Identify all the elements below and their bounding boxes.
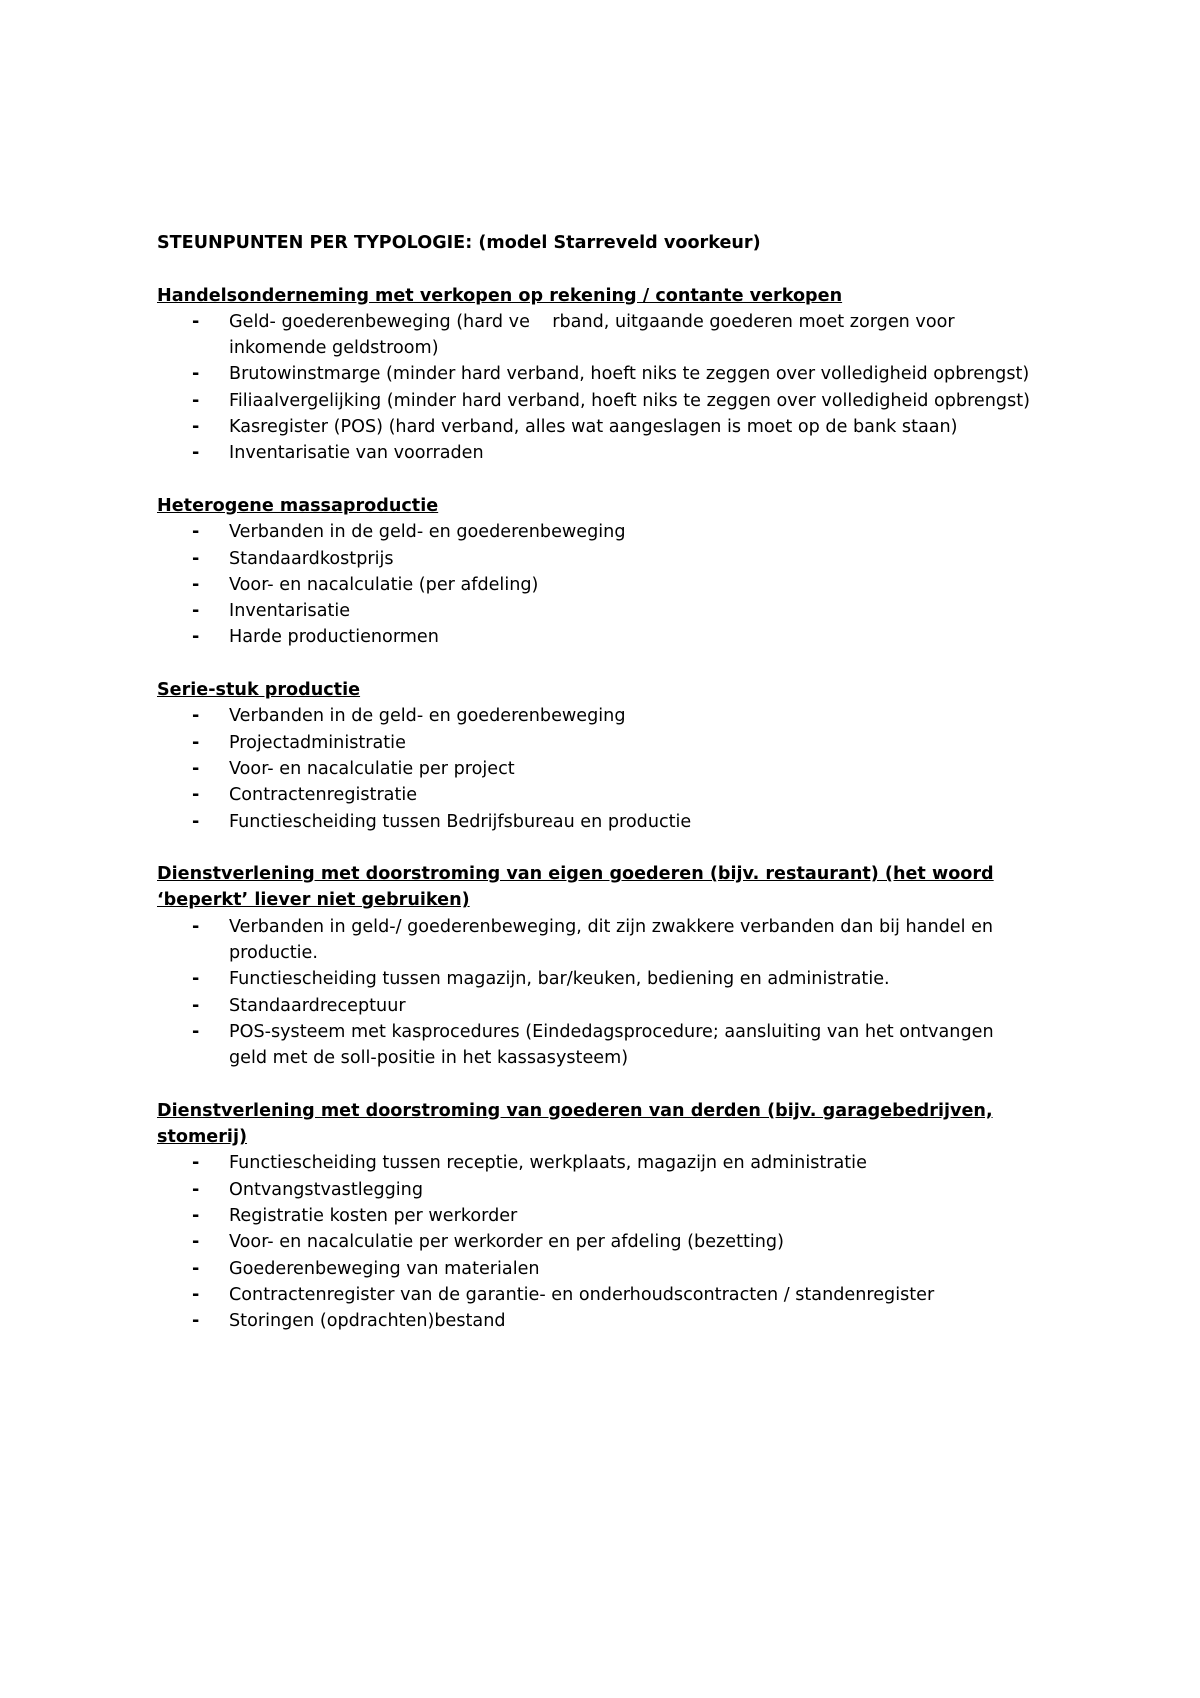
list-item-text: Inventarisatie van voorraden [229,443,484,464]
bullet-dash: - [192,627,200,648]
list-item [157,1308,1037,1334]
list-item-text: Registratie kosten per werkorder [229,1205,518,1226]
list-item [157,1019,1037,1072]
bullet-dash: - [192,916,200,937]
bullet-dash: - [192,390,200,411]
document-page [157,230,1037,1361]
list-item-text: Functiescheiding tussen Bedrijfsbureau en productie [229,811,692,832]
bullet-dash: - [192,1179,200,1200]
list-item [157,624,1037,650]
list-item [157,1282,1037,1308]
list-item [157,1229,1037,1255]
list-item-text: Goederenbeweging van materialen [229,1258,540,1279]
list-item [157,1177,1037,1203]
list-item-text: Geld- goederenbeweging (hard ve rband, uitgaande goederen moet zorgen voor inkomende geldstroom) [229,311,961,359]
list-item-text: Projectadministratie [229,732,406,753]
bullet-dash: - [192,785,200,806]
bullet-list [157,519,1037,650]
document-title: STEUNPUNTEN PER TYPOLOGIE: (model Starreveld voorkeur) [157,233,761,253]
bullet-dash: - [192,443,200,464]
list-item [157,572,1037,598]
bullet-dash: - [192,758,200,779]
section-heading: Handelsonderneming met verkopen op rekening / contante verkopen [157,285,843,306]
bullet-list [157,309,1037,467]
section-dienstverlening-goederen-derden [157,1098,1037,1335]
bullet-dash: - [192,969,200,990]
list-item-text: Inventarisatie [229,601,351,622]
section-serie-stuk-productie [157,677,1037,835]
list-item-text: Storingen (opdrachten)bestand [229,1311,506,1332]
bullet-list [157,1150,1037,1334]
list-item [157,703,1037,729]
list-item [157,361,1037,387]
list-item-text: POS-systeem met kasprocedures (Eindedagsprocedure; aansluiting van het ontvangen geld met de soll-positie in het kassasysteem) [229,1021,994,1069]
list-item [157,782,1037,808]
bullet-dash: - [192,522,200,543]
bullet-dash: - [192,1153,200,1174]
list-item-text: Verbanden in geld-/ goederenbeweging, dit zijn zwakkere verbanden dan bij handel en productie. [229,916,994,964]
section-heading: Dienstverlening met doorstroming van eigen goederen (bijv. restaurant) (het woord ‘beperkt’ liever niet gebruiken) [157,864,994,911]
bullet-dash: - [192,706,200,727]
list-item-text: Contractenregistratie [229,785,418,806]
section-heading: Serie-stuk productie [157,680,361,701]
list-item-text: Harde productienormen [229,627,439,648]
list-item-text: Ontvangstvastlegging [229,1179,423,1200]
bullet-dash: - [192,995,200,1016]
section-heterogene-massaproductie [157,493,1037,651]
list-item [157,756,1037,782]
bullet-dash: - [192,1205,200,1226]
list-item [157,440,1037,466]
list-item [157,993,1037,1019]
section-heading: Dienstverlening met doorstroming van goederen van derden (bijv. garagebedrijven, stomerij) [157,1100,993,1148]
bullet-dash: - [192,1284,200,1305]
list-item-text: Standaardkostprijs [229,548,394,569]
section-handelsonderneming [157,283,1037,467]
bullet-dash: - [192,364,200,385]
section-dienstverlening-eigen-goederen [157,861,1037,1071]
bullet-dash: - [192,1232,200,1253]
bullet-dash: - [192,417,200,438]
bullet-dash: - [192,574,200,595]
list-item-text: Functiescheiding tussen receptie, werkplaats, magazijn en administratie [229,1153,867,1174]
list-item-text: Brutowinstmarge (minder hard verband, hoeft niks te zeggen over volledigheid opbrengst) [229,364,1030,385]
list-item-text: Standaardreceptuur [229,995,406,1016]
list-item [157,598,1037,624]
bullet-dash: - [192,548,200,569]
list-item-text: Voor- en nacalculatie per werkorder en per afdeling (bezetting) [229,1232,784,1253]
bullet-dash: - [192,311,200,332]
list-item-text: Contractenregister van de garantie- en onderhoudscontracten / standenregister [229,1284,935,1305]
list-item [157,414,1037,440]
bullet-list [157,914,1037,1072]
bullet-list [157,703,1037,834]
list-item-text: Filiaalvergelijking (minder hard verband, hoeft niks te zeggen over volledigheid opbrengst) [229,390,1031,411]
bullet-dash: - [192,1021,200,1042]
list-item [157,1150,1037,1176]
list-item [157,966,1037,992]
list-item [157,519,1037,545]
list-item-text: Voor- en nacalculatie (per afdeling) [229,574,539,595]
list-item [157,388,1037,414]
list-item-text: Verbanden in de geld- en goederenbeweging [229,522,626,543]
list-item [157,730,1037,756]
bullet-dash: - [192,1258,200,1279]
bullet-dash: - [192,732,200,753]
list-item [157,914,1037,967]
list-item [157,1203,1037,1229]
section-heading: Heterogene massaproductie [157,495,439,516]
list-item-text: Functiescheiding tussen magazijn, bar/keuken, bediening en administratie. [229,969,890,990]
list-item-text: Kasregister (POS) (hard verband, alles wat aangeslagen is moet op de bank staan) [229,417,958,438]
bullet-dash: - [192,601,200,622]
list-item [157,546,1037,572]
list-item-text: Verbanden in de geld- en goederenbeweging [229,706,626,727]
list-item-text: Voor- en nacalculatie per project [229,758,515,779]
bullet-dash: - [192,1311,200,1332]
list-item [157,309,1037,362]
bullet-dash: - [192,811,200,832]
list-item [157,1256,1037,1282]
list-item [157,809,1037,835]
